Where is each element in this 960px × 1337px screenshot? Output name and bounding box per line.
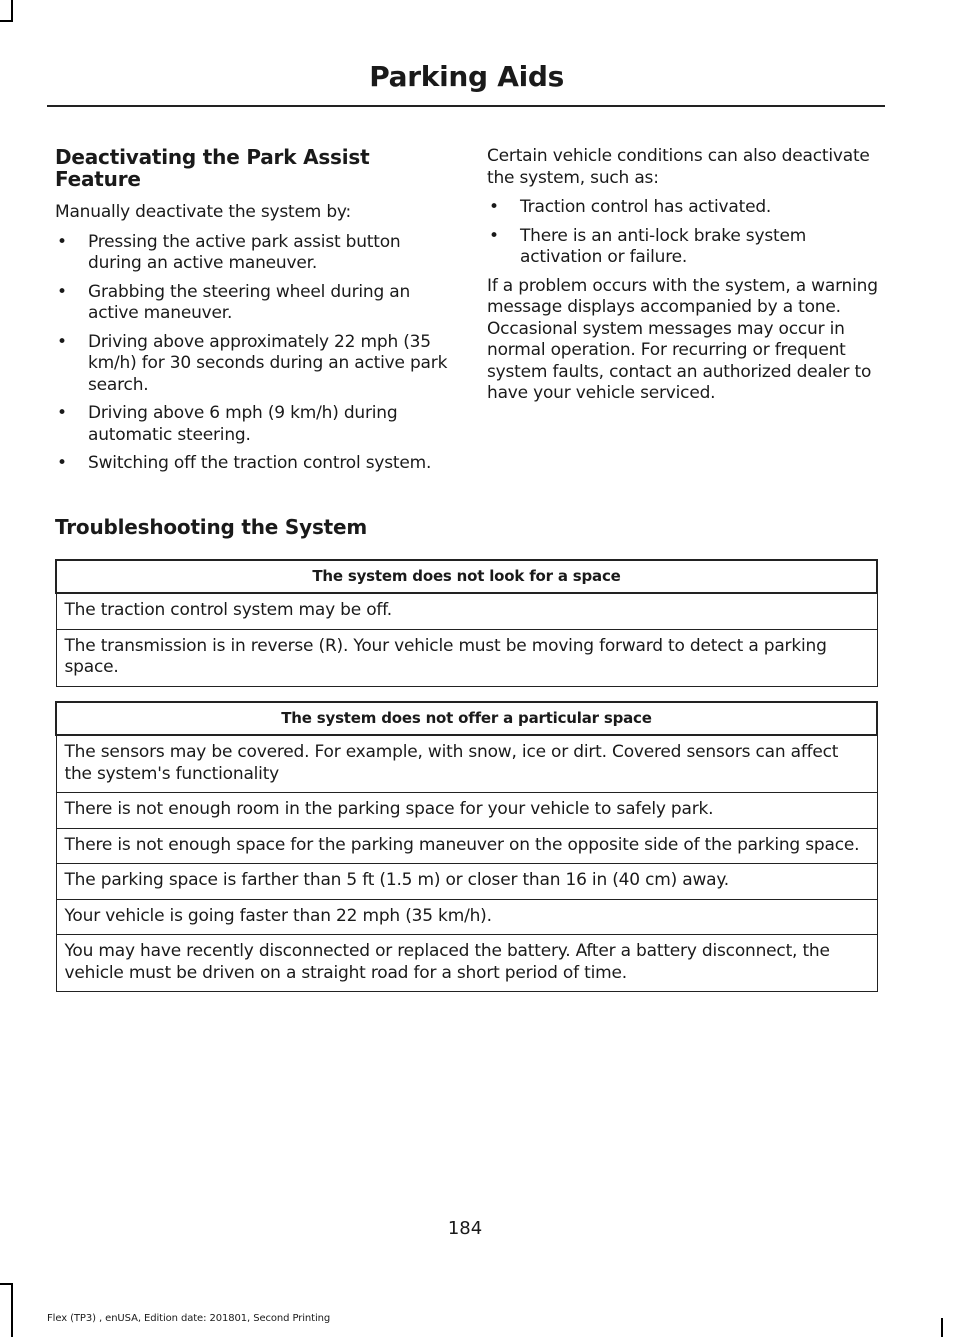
crop-mark (11, 1283, 13, 1337)
list-item (487, 197, 882, 219)
table-header-row (56, 702, 877, 735)
conditions-list (487, 197, 882, 269)
table-cell: There is not enough room in the parking space for your vehicle to safely park. (56, 793, 877, 829)
bullet-glyph: • (489, 225, 499, 246)
deactivate-list (55, 232, 450, 475)
right-intro: Certain vehicle conditions can also deactivate the system, such as: (487, 146, 870, 188)
list-item-text: Driving above approximately 22 mph (35 km/h) for 30 seconds during an active park search. (88, 331, 448, 395)
warning-paragraph: If a problem occurs with the system, a warning message displays accompanied by a tone. Occasional system messages may occur in normal operation. For recurring or frequent system faults, contact an authorized dealer to have your vehicle serviced. (487, 275, 878, 403)
list-item-text: Grabbing the steering wheel during an active maneuver. (88, 281, 411, 323)
table-cell: There is not enough space for the parking maneuver on the opposite side of the parking space. (56, 828, 877, 864)
list-item (55, 332, 450, 397)
list-item-text: There is an anti-lock brake system activation or failure. (520, 225, 807, 267)
list-item-text: Pressing the active park assist button during an active maneuver. (88, 231, 401, 273)
list-item (487, 226, 882, 269)
table-row (56, 828, 877, 864)
table-cell: The parking space is farther than 5 ft (1.5 m) or closer than 16 in (40 cm) away. (56, 864, 877, 900)
table-row (56, 593, 877, 629)
bullet-glyph: • (57, 231, 67, 252)
page-number: 184 (447, 1218, 483, 1239)
table-cell: The sensors may be covered. For example, with snow, ice or dirt. Covered sensors can affect the system's functionality (56, 735, 877, 793)
bullet-glyph: • (57, 403, 67, 423)
right-column (487, 146, 882, 413)
table-row (56, 629, 877, 686)
table-cell: The traction control system may be off. (56, 593, 877, 629)
bullet-glyph: • (57, 281, 67, 302)
list-item (55, 453, 450, 475)
bullet-glyph: • (489, 197, 499, 217)
bullet-glyph: • (57, 453, 67, 473)
deactivating-heading: Deactivating the Park Assist Feature (55, 145, 370, 191)
troubleshooting-heading: Troubleshooting the System (55, 515, 368, 539)
crop-mark (11, 0, 13, 22)
edition-footer: Flex (TP3) , enUSA, Edition date: 201801, Second Printing (47, 1313, 331, 1324)
list-item (55, 282, 450, 325)
table-header: The system does not look for a space (56, 560, 877, 593)
troubleshooting-table-no-offer (55, 701, 878, 992)
table-row (56, 793, 877, 829)
table-row (56, 935, 877, 992)
table-cell: Your vehicle is going faster than 22 mph (35 km/h). (56, 899, 877, 935)
table-row (56, 864, 877, 900)
bullet-glyph: • (57, 331, 67, 352)
table-row (56, 899, 877, 935)
table-header: The system does not offer a particular space (56, 702, 877, 735)
table-cell: You may have recently disconnected or replaced the battery. After a battery disconnect, the vehicle must be driven on a straight road for a short period of time. (56, 935, 877, 992)
left-column (55, 146, 450, 482)
list-item (55, 403, 450, 446)
list-item-text: Traction control has activated. (520, 197, 772, 217)
crop-mark (0, 1283, 13, 1285)
list-item-text: Switching off the traction control system. (88, 453, 432, 473)
crop-mark (941, 1318, 943, 1337)
table-header-row (56, 560, 877, 593)
troubleshooting-table-no-search (55, 559, 878, 687)
table-row (56, 735, 877, 793)
left-intro: Manually deactivate the system by: (55, 202, 352, 222)
page-title: Parking Aids (369, 60, 564, 93)
list-item-text: Driving above 6 mph (9 km/h) during automatic steering. (88, 403, 398, 445)
header-divider (47, 105, 885, 107)
crop-mark (0, 20, 13, 22)
table-cell: The transmission is in reverse (R). Your vehicle must be moving forward to detect a parking space. (56, 629, 877, 686)
list-item (55, 232, 450, 275)
